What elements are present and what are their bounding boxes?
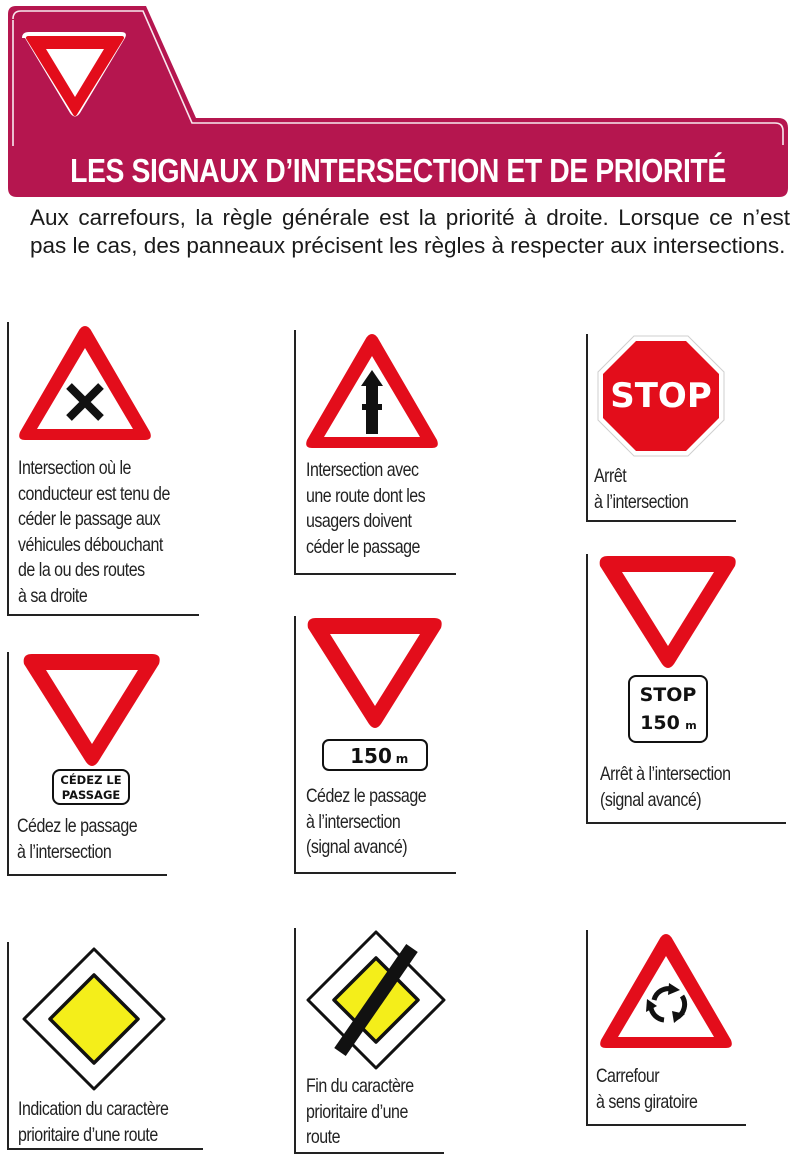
caption-line: (signal avancé) — [306, 836, 408, 858]
sign-card-minor-road — [294, 330, 456, 575]
caption-line: véhicules débouchant — [18, 533, 163, 556]
yield-sign-icon — [20, 652, 165, 807]
caption-line: à l’intersection — [594, 490, 689, 513]
plate-line: PASSAGE — [61, 788, 121, 802]
sign-card-end-priority-road — [294, 928, 444, 1154]
intersection-with-minor-road-sign-icon — [302, 330, 442, 455]
caption-line: Intersection où le — [18, 457, 131, 479]
caption-line: Intersection avec — [306, 459, 419, 481]
plate-unit: m — [685, 719, 697, 732]
sign-card-yield-advance — [294, 616, 456, 874]
caption-line: route — [306, 1126, 340, 1148]
caption-line: Fin du caractère — [306, 1075, 414, 1097]
priority-road-sign-icon — [19, 944, 169, 1094]
caption-line: à l’intersection — [17, 840, 112, 863]
caption-line: prioritaire d’une route — [18, 1123, 158, 1146]
caption-line: Cédez le passage — [306, 785, 427, 807]
sign-card-stop — [586, 334, 736, 522]
roundabout-sign-icon — [596, 930, 736, 1055]
plate-value: 150 — [640, 712, 680, 734]
sign-card-priority-right — [7, 322, 199, 616]
plate-line: STOP — [639, 684, 697, 706]
caption-line: céder le passage — [306, 535, 420, 558]
caption-line: céder le passage aux — [18, 508, 161, 530]
caption-line: (signal avancé) — [600, 788, 702, 811]
caption-line: Cédez le passage — [17, 815, 138, 837]
caption-line: à l’intersection — [306, 810, 401, 833]
intro-paragraph: Aux carrefours, la règle générale est la priorité à droite. Lorsque ce n’est pas le cas, des panneaux précisent les règles à respecter aux intersections. — [30, 205, 790, 258]
stop-sign-text: STOP — [610, 376, 712, 416]
caption-line: conducteur est tenu de — [18, 482, 170, 505]
caption-line: à sens giratoire — [596, 1090, 698, 1113]
plate-unit: m — [395, 752, 409, 766]
sign-card-stop-advance — [586, 554, 786, 824]
stop-sign-icon — [596, 334, 726, 458]
intersection-priority-right-sign-icon — [15, 322, 155, 447]
plate-line: CÉDEZ LE — [60, 773, 122, 787]
sign-card-roundabout — [586, 930, 746, 1126]
caption-line: à sa droite — [18, 584, 88, 607]
caption-line: une route dont les — [306, 484, 426, 507]
caption-line: prioritaire d’une — [306, 1100, 408, 1123]
caption-line: Arrêt à l’intersection — [600, 763, 731, 785]
plate-value: 150 — [350, 744, 392, 768]
sign-card-priority-road — [7, 942, 203, 1150]
page-title: LES SIGNAUX D’INTERSECTION ET DE PRIORITÉ — [70, 152, 726, 189]
caption-line: Arrêt — [594, 465, 627, 487]
caption-line: Carrefour — [596, 1065, 660, 1087]
caption-line: de la ou des routes — [18, 559, 145, 581]
stop-advance-sign-icon — [596, 554, 744, 750]
yield-advance-sign-icon — [304, 616, 449, 776]
caption-line: Indication du caractère — [18, 1098, 169, 1120]
caption-line: usagers doivent — [306, 510, 412, 532]
sign-card-yield — [7, 652, 167, 876]
end-of-priority-road-sign-icon — [304, 928, 448, 1072]
